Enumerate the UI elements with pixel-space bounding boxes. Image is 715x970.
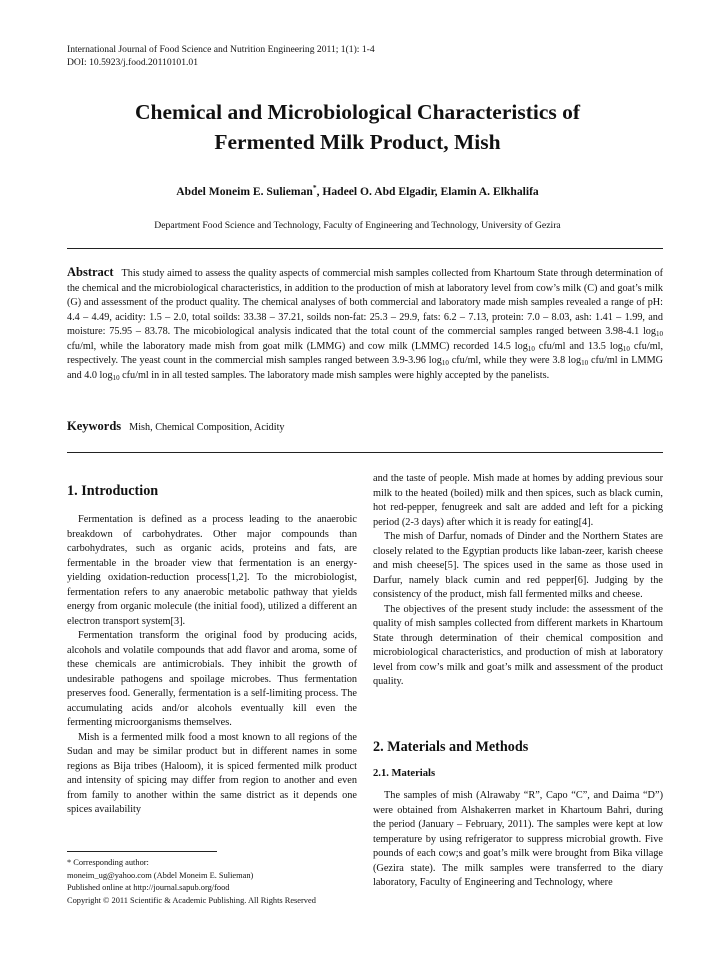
abstract-text-4: cfu/ml, respectively. The yeast count in the commercial mish samples ranged between 3.9-3.96 log (67, 340, 664, 367)
materials-paragraph: The samples of mish (Alrawaby “R”, Capo “C”, and Daima “D”) were obtained from Alshakerren market in Khartoum Bahri, during the period (January – February, 2011). The samples were kept at low temperature by using refrigerator to suppress microbial growth. Five pounds of each cow;s and goat’s milk were brought from Bika village (Gezira state). The milk samples were transferred to the diary laboratory, Faculty of Engineering and Technology, where (373, 790, 663, 888)
subsection-heading-materials: 2.1. Materials (373, 768, 436, 779)
log-subscript: 10 (112, 373, 120, 382)
affiliation: Department Food Science and Technology, Faculty of Engineering and Technology, University of Gezira (154, 220, 561, 231)
abstract-text-3: cfu/ml and 13.5 log (534, 340, 623, 352)
footnote-copyright: Copyright © 2011 Scientific & Academic Publishing. All Rights Reserved (67, 895, 316, 905)
abstract-text-2: cfu/ml, while the laboratory made mish from goat milk (LMMG) and cow milk (LMMC) recorded 14.5 log (67, 340, 528, 352)
intro-paragraph: Fermentation transform the original food by producing acids, alcohols and volatile compounds that add flavor and aroma, some of these chemicals are antimicrobials. They inhibit the growth of undesirable pathogens and spoilage microbes. Thus fermentation preserves food. Generally, fermentation is a self-limiting process. The accumulating acids and/or alcohols eventually kill even the fermenting microorganisms themselves. (67, 630, 357, 728)
abstract-label: Abstract (67, 265, 114, 279)
intro-paragraph: Fermentation is defined as a process leading to the anaerobic breakdown of carbohydrates. Other major compounds than carbohydrates, such as organic acids, proteins and fats, are fermentable in the broader view that fermentation is an energy-yielding oxidation-reduction process[1,2]. To the microbiologist, fermentation refers to any anaerobic metabolic pathway that yields energy from organic molecule (the initial food), utilized a different an electron transport system[3]. (67, 514, 357, 627)
keywords (67, 419, 285, 434)
abstract-text-6: cfu/ml in LMMG and 4.0 log (67, 355, 664, 381)
corresponding-mark: * (312, 183, 317, 192)
title-line-2: Fermented Milk Product, Mish (214, 130, 501, 154)
doi: DOI: 10.5923/j.food.20110101.01 (67, 56, 199, 68)
footnote-published: Published online at http://journal.sapub.org/food (67, 883, 230, 893)
abstract-text-7: cfu/ml in in all tested samples. The laboratory made mish samples were highly accepted by the panelists. (119, 369, 550, 381)
log-subscript: 10 (581, 359, 589, 368)
left-column (67, 513, 357, 818)
footnote-corresponding: * Corresponding author: (67, 858, 149, 867)
body-paragraph: and the taste of people. Mish made at homes by adding previous sour milk to the heated (boiled) milk and then spices, such as black cumin, hot red-pepper, fenugreek and salt are added and left for a picking period (2-3 days) after which it is ready for eating[4]. (373, 473, 663, 528)
body-paragraph: The objectives of the present study include: the assessment of the quality of mish samples collected from different markets in Khartoum State through determination of their chemical composition and microbiological characteristics, and production of mish at laboratory level from cow’s milk and goat’s milk and assessment of the product quality. (373, 603, 663, 687)
footnote-divider (67, 851, 217, 852)
keywords-label: Keywords (67, 419, 122, 433)
journal-citation: International Journal of Food Science and Nutrition Engineering 2011; 1(1): 1-4 (67, 44, 375, 55)
abstract (67, 265, 663, 383)
materials-text-block (373, 789, 663, 891)
journal-header (67, 44, 375, 69)
body-paragraph: The mish of Darfur, nomads of Dinder and the Northern States are closely related to the Egyptian products like laban-zeer, karish cheese and mish cheese[5]. The spices used in the same as those used in Darfur, namely black cumin and red pepper[6]. Judging by the consistency of the product, mish fall fermented milks and cheese. (373, 531, 663, 600)
abstract-text-5: cfu/ml, while they were 3.8 log (448, 355, 582, 367)
divider-top (67, 248, 663, 249)
author-primary: Abdel Moneim E. Sulieman (176, 184, 313, 198)
title-line-1: Chemical and Microbiological Characteristics of (134, 100, 581, 124)
footnote-email: moneim_ug@yahoo.com (Abdel Moneim E. Sulieman) (67, 870, 254, 880)
section-heading-introduction: 1. Introduction (67, 483, 159, 499)
intro-paragraph: Mish is a fermented milk food a most known to all regions of the Sudan and may be similar product but in different names in some regions as Bija tribes (Haloom), it is spiced fermented milk product and intensity of spicing may differ from region to another and even from family to another within the same district as it depends one spices availability (67, 731, 357, 815)
log-subscript: 10 (527, 344, 535, 353)
author-list (40, 183, 675, 198)
abstract-text-1: This study aimed to assess the quality aspects of commercial mish samples collected from Khartoum State through determination of the chemical and the microbiological characteristics, in addition to the production of mish at laboratory level from cow’s milk (C) and goat’s milk (G) and assessment of the product quality. The chemical analyses of both commercial and laboratory made mish samples revealed a range of pH: 4.4 – 4.49, acidity: 1.5 – 2.0, total soilds: 33.38 – 37.21, soilds non-fat: 25.3 – 29.9, fats: 6.2 – 7.13, protein: 7.0 – 8.03, ash: 1.41 – 1.99, and moisture: 75.95 – 83.78. The micobiological analysis indicated that the total count of the commercial samples ranged between 3.98-4.1 log (67, 268, 663, 338)
log-subscript: 10 (441, 359, 449, 368)
author-others: , Hadeel O. Abd Elgadir, Elamin A. Elkhalifa (316, 184, 539, 198)
keywords-text: Mish, Chemical Composition, Acidity (129, 422, 285, 433)
paper-title (40, 97, 675, 157)
divider-bottom (67, 452, 663, 453)
log-subscript: 10 (622, 344, 630, 353)
right-column (373, 472, 663, 690)
footnote (67, 857, 316, 907)
log-subscript: 10 (656, 330, 663, 339)
section-heading-materials-methods: 2. Materials and Methods (373, 739, 529, 755)
